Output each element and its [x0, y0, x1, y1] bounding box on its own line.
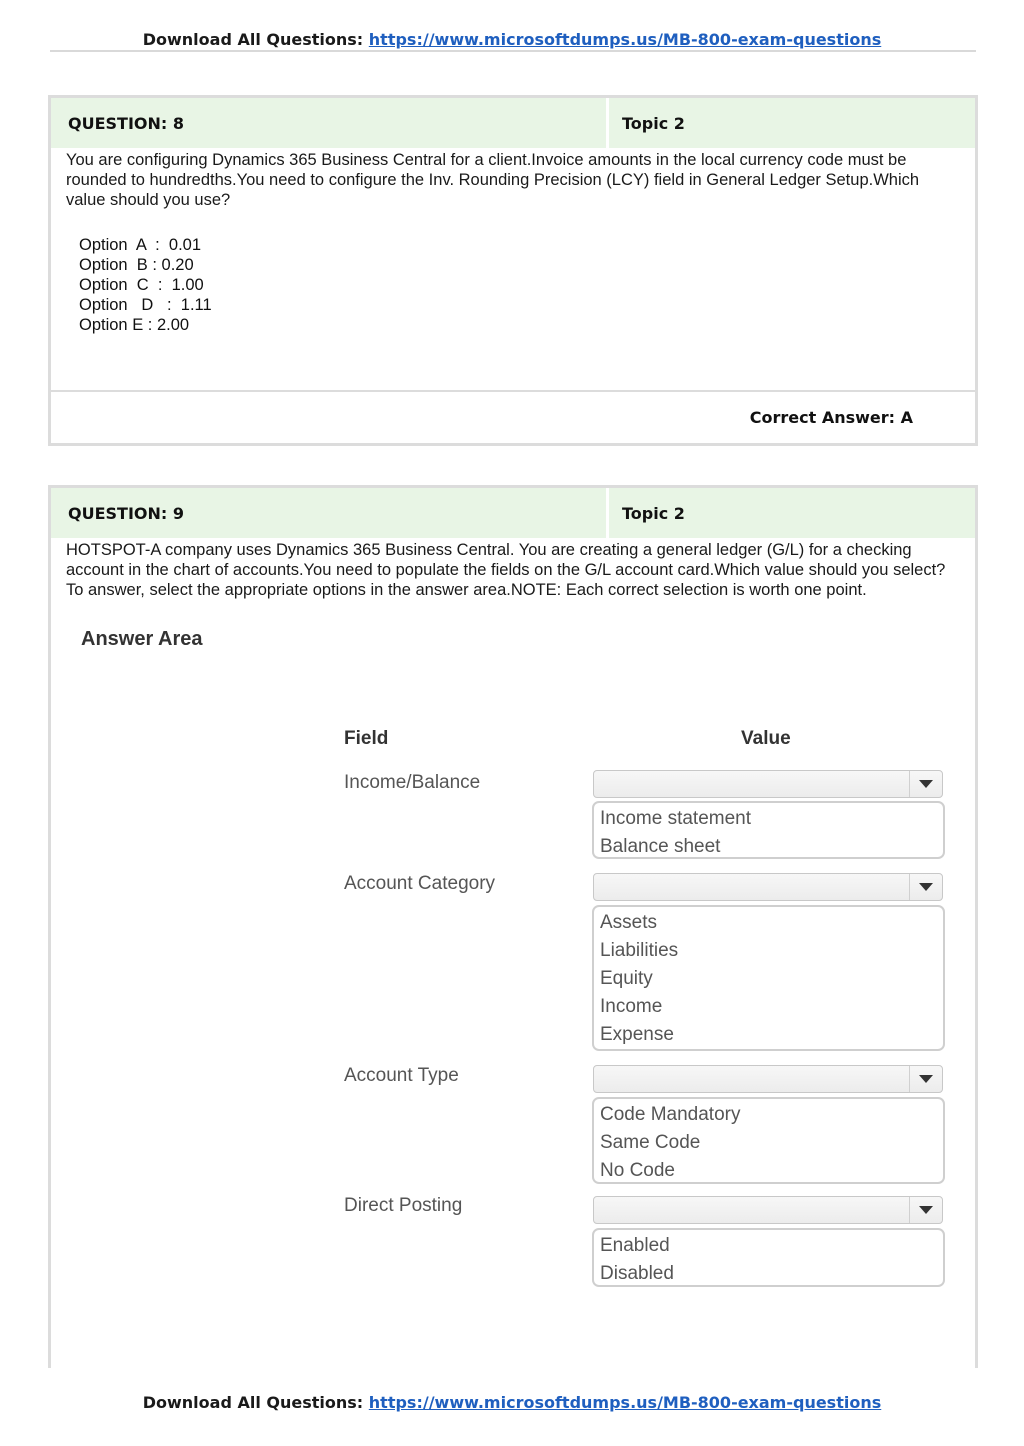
option-item[interactable]: Disabled [600, 1263, 674, 1284]
dropdown-button[interactable] [909, 874, 942, 900]
direct-posting-options [592, 1228, 945, 1287]
field-account-type: Account Type [344, 1065, 459, 1086]
header-divider [606, 488, 609, 538]
question-header [51, 98, 975, 148]
download-label: Download All Questions: [142, 1393, 364, 1412]
question-card-8 [48, 95, 978, 446]
option-item[interactable]: No Code [600, 1160, 675, 1181]
value-column-header: Value [741, 728, 791, 749]
download-label: Download All Questions: [142, 30, 364, 49]
question-card-9 [48, 485, 978, 1368]
field-income-balance: Income/Balance [344, 772, 481, 793]
answer-area-title: Answer Area [81, 628, 203, 650]
account-category-dropdown[interactable] [593, 873, 943, 901]
option-item[interactable]: Equity [600, 968, 653, 989]
chevron-down-icon [919, 1206, 933, 1214]
option-item[interactable]: Same Code [600, 1132, 701, 1153]
answer-row [51, 390, 975, 442]
option-d: Option D : 1.11 [79, 296, 212, 314]
dropdown-button[interactable] [909, 1066, 942, 1092]
account-category-options [592, 905, 945, 1051]
option-item[interactable]: Assets [600, 912, 658, 933]
question-text: HOTSPOT-A company uses Dynamics 365 Business Central. You are creating a general ledger (G/L) for a checking account in the chart of accounts.You need to populate the fields on the G/L account card.Which value should you select? To answer, select the appropriate options in the answer area.NOTE: Each correct selection is worth one point. [66, 541, 946, 599]
question-number: QUESTION: 8 [68, 114, 185, 133]
question-number: QUESTION: 9 [68, 504, 185, 523]
header-divider [50, 50, 976, 52]
option-item[interactable]: Income [600, 996, 663, 1017]
direct-posting-dropdown[interactable] [593, 1196, 943, 1224]
option-a: Option A : 0.01 [79, 236, 202, 254]
option-item[interactable]: Liabilities [600, 940, 679, 961]
option-c: Option C : 1.00 [79, 276, 204, 294]
dropdown-button[interactable] [909, 1197, 942, 1223]
account-type-options [592, 1097, 945, 1184]
question-topic: Topic 2 [622, 114, 685, 133]
chevron-down-icon [919, 1075, 933, 1083]
account-type-dropdown[interactable] [593, 1065, 943, 1093]
income-balance-options [592, 801, 945, 859]
correct-answer: Correct Answer: A [749, 408, 913, 427]
question-text: You are configuring Dynamics 365 Business Central for a client.Invoice amounts in the local currency code must be rounded to hundredths.You need to configure the Inv. Rounding Precision (LCY) field in General Ledger Setup.Which value should you use? [66, 151, 920, 209]
field-account-category: Account Category [344, 873, 496, 894]
option-item[interactable]: Income statement [600, 808, 752, 829]
option-item[interactable]: Balance sheet [600, 836, 721, 857]
option-e: Option E : 2.00 [79, 316, 190, 334]
option-b: Option B : 0.20 [79, 256, 194, 274]
options-list [79, 235, 212, 335]
header-divider [606, 98, 609, 148]
income-balance-dropdown[interactable] [593, 770, 943, 798]
option-item[interactable]: Expense [600, 1024, 674, 1045]
download-link[interactable]: https://www.microsoftdumps.us/MB-800-exam-questions [368, 30, 882, 49]
dropdown-button[interactable] [909, 771, 942, 797]
download-footer [0, 1393, 1024, 1412]
question-topic: Topic 2 [622, 504, 685, 523]
download-link[interactable]: https://www.microsoftdumps.us/MB-800-exam-questions [368, 1393, 882, 1412]
option-item[interactable]: Code Mandatory [600, 1104, 741, 1125]
field-direct-posting: Direct Posting [344, 1195, 463, 1216]
option-item[interactable]: Enabled [600, 1235, 670, 1256]
chevron-down-icon [919, 883, 933, 891]
field-column-header: Field [344, 728, 389, 749]
chevron-down-icon [919, 780, 933, 788]
download-header [0, 30, 1024, 49]
question-header [51, 488, 975, 538]
